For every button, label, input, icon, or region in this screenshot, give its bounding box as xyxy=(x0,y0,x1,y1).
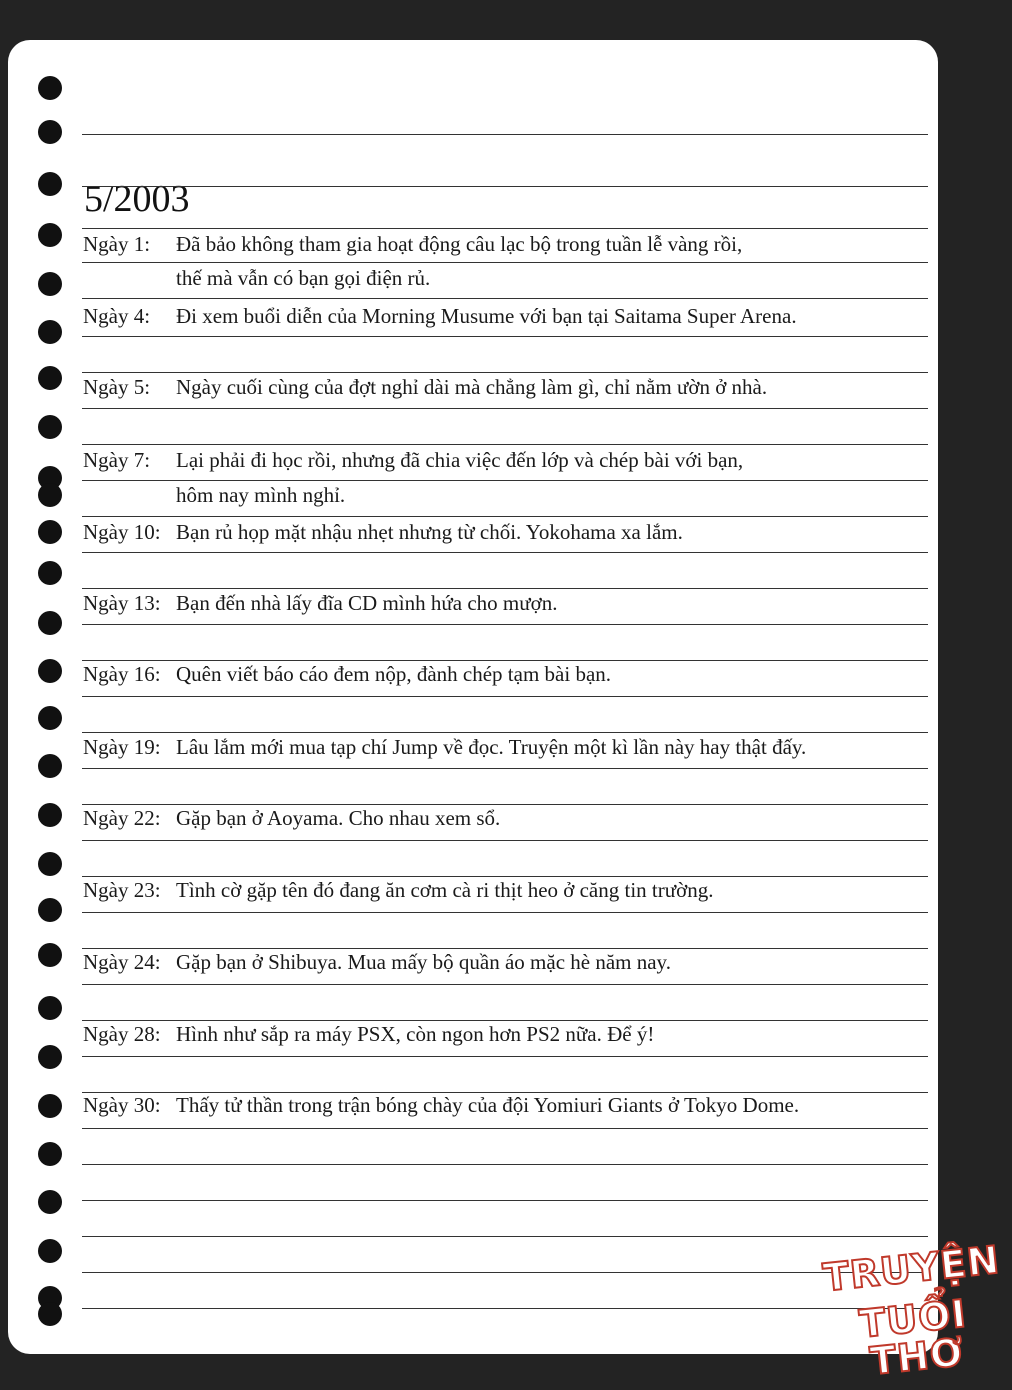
binder-hole-icon xyxy=(38,320,62,344)
ruled-line xyxy=(82,480,928,481)
binder-hole-icon xyxy=(38,803,62,827)
ruled-line xyxy=(82,408,928,409)
ruled-line xyxy=(82,1128,928,1129)
binder-hole-icon xyxy=(38,561,62,585)
binder-hole-icon xyxy=(38,1190,62,1214)
ruled-line xyxy=(82,912,928,913)
ruled-line xyxy=(82,948,928,949)
entry-day: Ngày 22: xyxy=(83,806,161,830)
binder-hole-icon xyxy=(38,898,62,922)
ruled-line xyxy=(82,876,928,877)
binder-hole-icon xyxy=(38,415,62,439)
binder-hole-icon xyxy=(38,272,62,296)
entry-text: Tình cờ gặp tên đó đang ăn cơm cà ri thịt heo ở căng tin trường. xyxy=(176,878,714,902)
entry-text: Lại phải đi học rồi, nhưng đã chia việc đến lớp và chép bài với bạn, xyxy=(176,448,744,472)
binder-hole-icon xyxy=(38,706,62,730)
binder-hole-icon xyxy=(38,483,62,507)
entry-day: Ngày 13: xyxy=(83,591,161,615)
ruled-line xyxy=(82,588,928,589)
ruled-line xyxy=(82,768,928,769)
binder-hole-icon xyxy=(38,1045,62,1069)
entry-day: Ngày 10: xyxy=(83,520,161,544)
ruled-line xyxy=(82,1236,928,1237)
binder-hole-icon xyxy=(38,1094,62,1118)
ruled-line xyxy=(82,840,928,841)
entry-text: Đi xem buổi diễn của Morning Musume với bạn tại Saitama Super Arena. xyxy=(176,304,797,328)
binder-hole-icon xyxy=(38,943,62,967)
entry-day: Ngày 23: xyxy=(83,878,161,902)
ruled-line xyxy=(82,372,928,373)
entry-text: Bạn rủ họp mặt nhậu nhẹt nhưng từ chối. Yokohama xa lắm. xyxy=(176,520,683,544)
entry-text: Thấy tử thần trong trận bóng chày của đội Yomiuri Giants ở Tokyo Dome. xyxy=(176,1093,800,1117)
ruled-line xyxy=(82,228,928,229)
entry-text: hôm nay mình nghỉ. xyxy=(176,483,346,507)
page-title: 5/2003 xyxy=(84,178,190,220)
binder-hole-icon xyxy=(38,120,62,144)
binder-hole-icon xyxy=(38,366,62,390)
ruled-line xyxy=(82,732,928,733)
entry-text: Gặp bạn ở Aoyama. Cho nhau xem sổ. xyxy=(176,806,501,830)
watermark-logo xyxy=(820,1229,1002,1384)
binder-hole-icon xyxy=(38,611,62,635)
ruled-line xyxy=(82,984,928,985)
entry-day: Ngày 19: xyxy=(83,735,161,759)
ruled-line xyxy=(82,1200,928,1201)
binder-hole-icon xyxy=(38,76,62,100)
entry-text: Ngày cuối cùng của đợt nghỉ dài mà chẳng làm gì, chỉ nằm ườn ở nhà. xyxy=(176,375,768,399)
ruled-line xyxy=(82,1164,928,1165)
ruled-line xyxy=(82,1272,928,1273)
watermark-line: TRUYỆN xyxy=(821,1237,1002,1300)
watermark-line: TUỔI THƠ xyxy=(857,1291,969,1384)
entry-day: Ngày 7: xyxy=(83,448,151,472)
binder-hole-icon xyxy=(38,996,62,1020)
ruled-line xyxy=(82,186,928,187)
entry-text: thế mà vẫn có bạn gọi điện rủ. xyxy=(176,266,431,290)
binder-hole-icon xyxy=(38,852,62,876)
binder-hole-icon xyxy=(38,754,62,778)
ruled-line xyxy=(82,1056,928,1057)
ruled-line xyxy=(82,444,928,445)
binder-hole-icon xyxy=(38,1142,62,1166)
entry-text: Lâu lắm mới mua tạp chí Jump về đọc. Truyện một kì lần này hay thật đấy. xyxy=(176,735,807,759)
entry-day: Ngày 1: xyxy=(83,232,151,256)
ruled-line xyxy=(82,1020,928,1021)
entry-day: Ngày 16: xyxy=(83,662,161,686)
binder-hole-icon xyxy=(38,659,62,683)
binder-hole-icon xyxy=(38,520,62,544)
entry-day: Ngày 4: xyxy=(83,304,151,328)
entry-day: Ngày 28: xyxy=(83,1022,161,1046)
binder-hole-icon xyxy=(38,1239,62,1263)
binder-hole-icon xyxy=(38,223,62,247)
binder-hole-icon xyxy=(38,1302,62,1326)
entry-text: Đã bảo không tham gia hoạt động câu lạc bộ trong tuần lễ vàng rồi, xyxy=(176,232,743,256)
ruled-line xyxy=(82,660,928,661)
binder-hole-icon xyxy=(38,172,62,196)
ruled-line xyxy=(82,552,928,553)
ruled-line xyxy=(82,1308,928,1309)
ruled-line xyxy=(82,134,928,135)
ruled-line xyxy=(82,336,928,337)
notebook-page xyxy=(8,40,938,1354)
entry-text: Bạn đến nhà lấy đĩa CD mình hứa cho mượn. xyxy=(176,591,558,615)
ruled-line xyxy=(82,624,928,625)
ruled-line xyxy=(82,516,928,517)
entry-day: Ngày 24: xyxy=(83,950,161,974)
entry-day: Ngày 30: xyxy=(83,1093,161,1117)
ruled-line xyxy=(82,804,928,805)
ruled-line xyxy=(82,298,928,299)
ruled-line xyxy=(82,262,928,263)
entry-day: Ngày 5: xyxy=(83,375,151,399)
entry-text: Hình như sắp ra máy PSX, còn ngon hơn PS2 nữa. Để ý! xyxy=(176,1022,655,1046)
entry-text: Quên viết báo cáo đem nộp, đành chép tạm bài bạn. xyxy=(176,662,612,686)
entry-text: Gặp bạn ở Shibuya. Mua mấy bộ quần áo mặc hè năm nay. xyxy=(176,950,671,974)
ruled-line xyxy=(82,696,928,697)
